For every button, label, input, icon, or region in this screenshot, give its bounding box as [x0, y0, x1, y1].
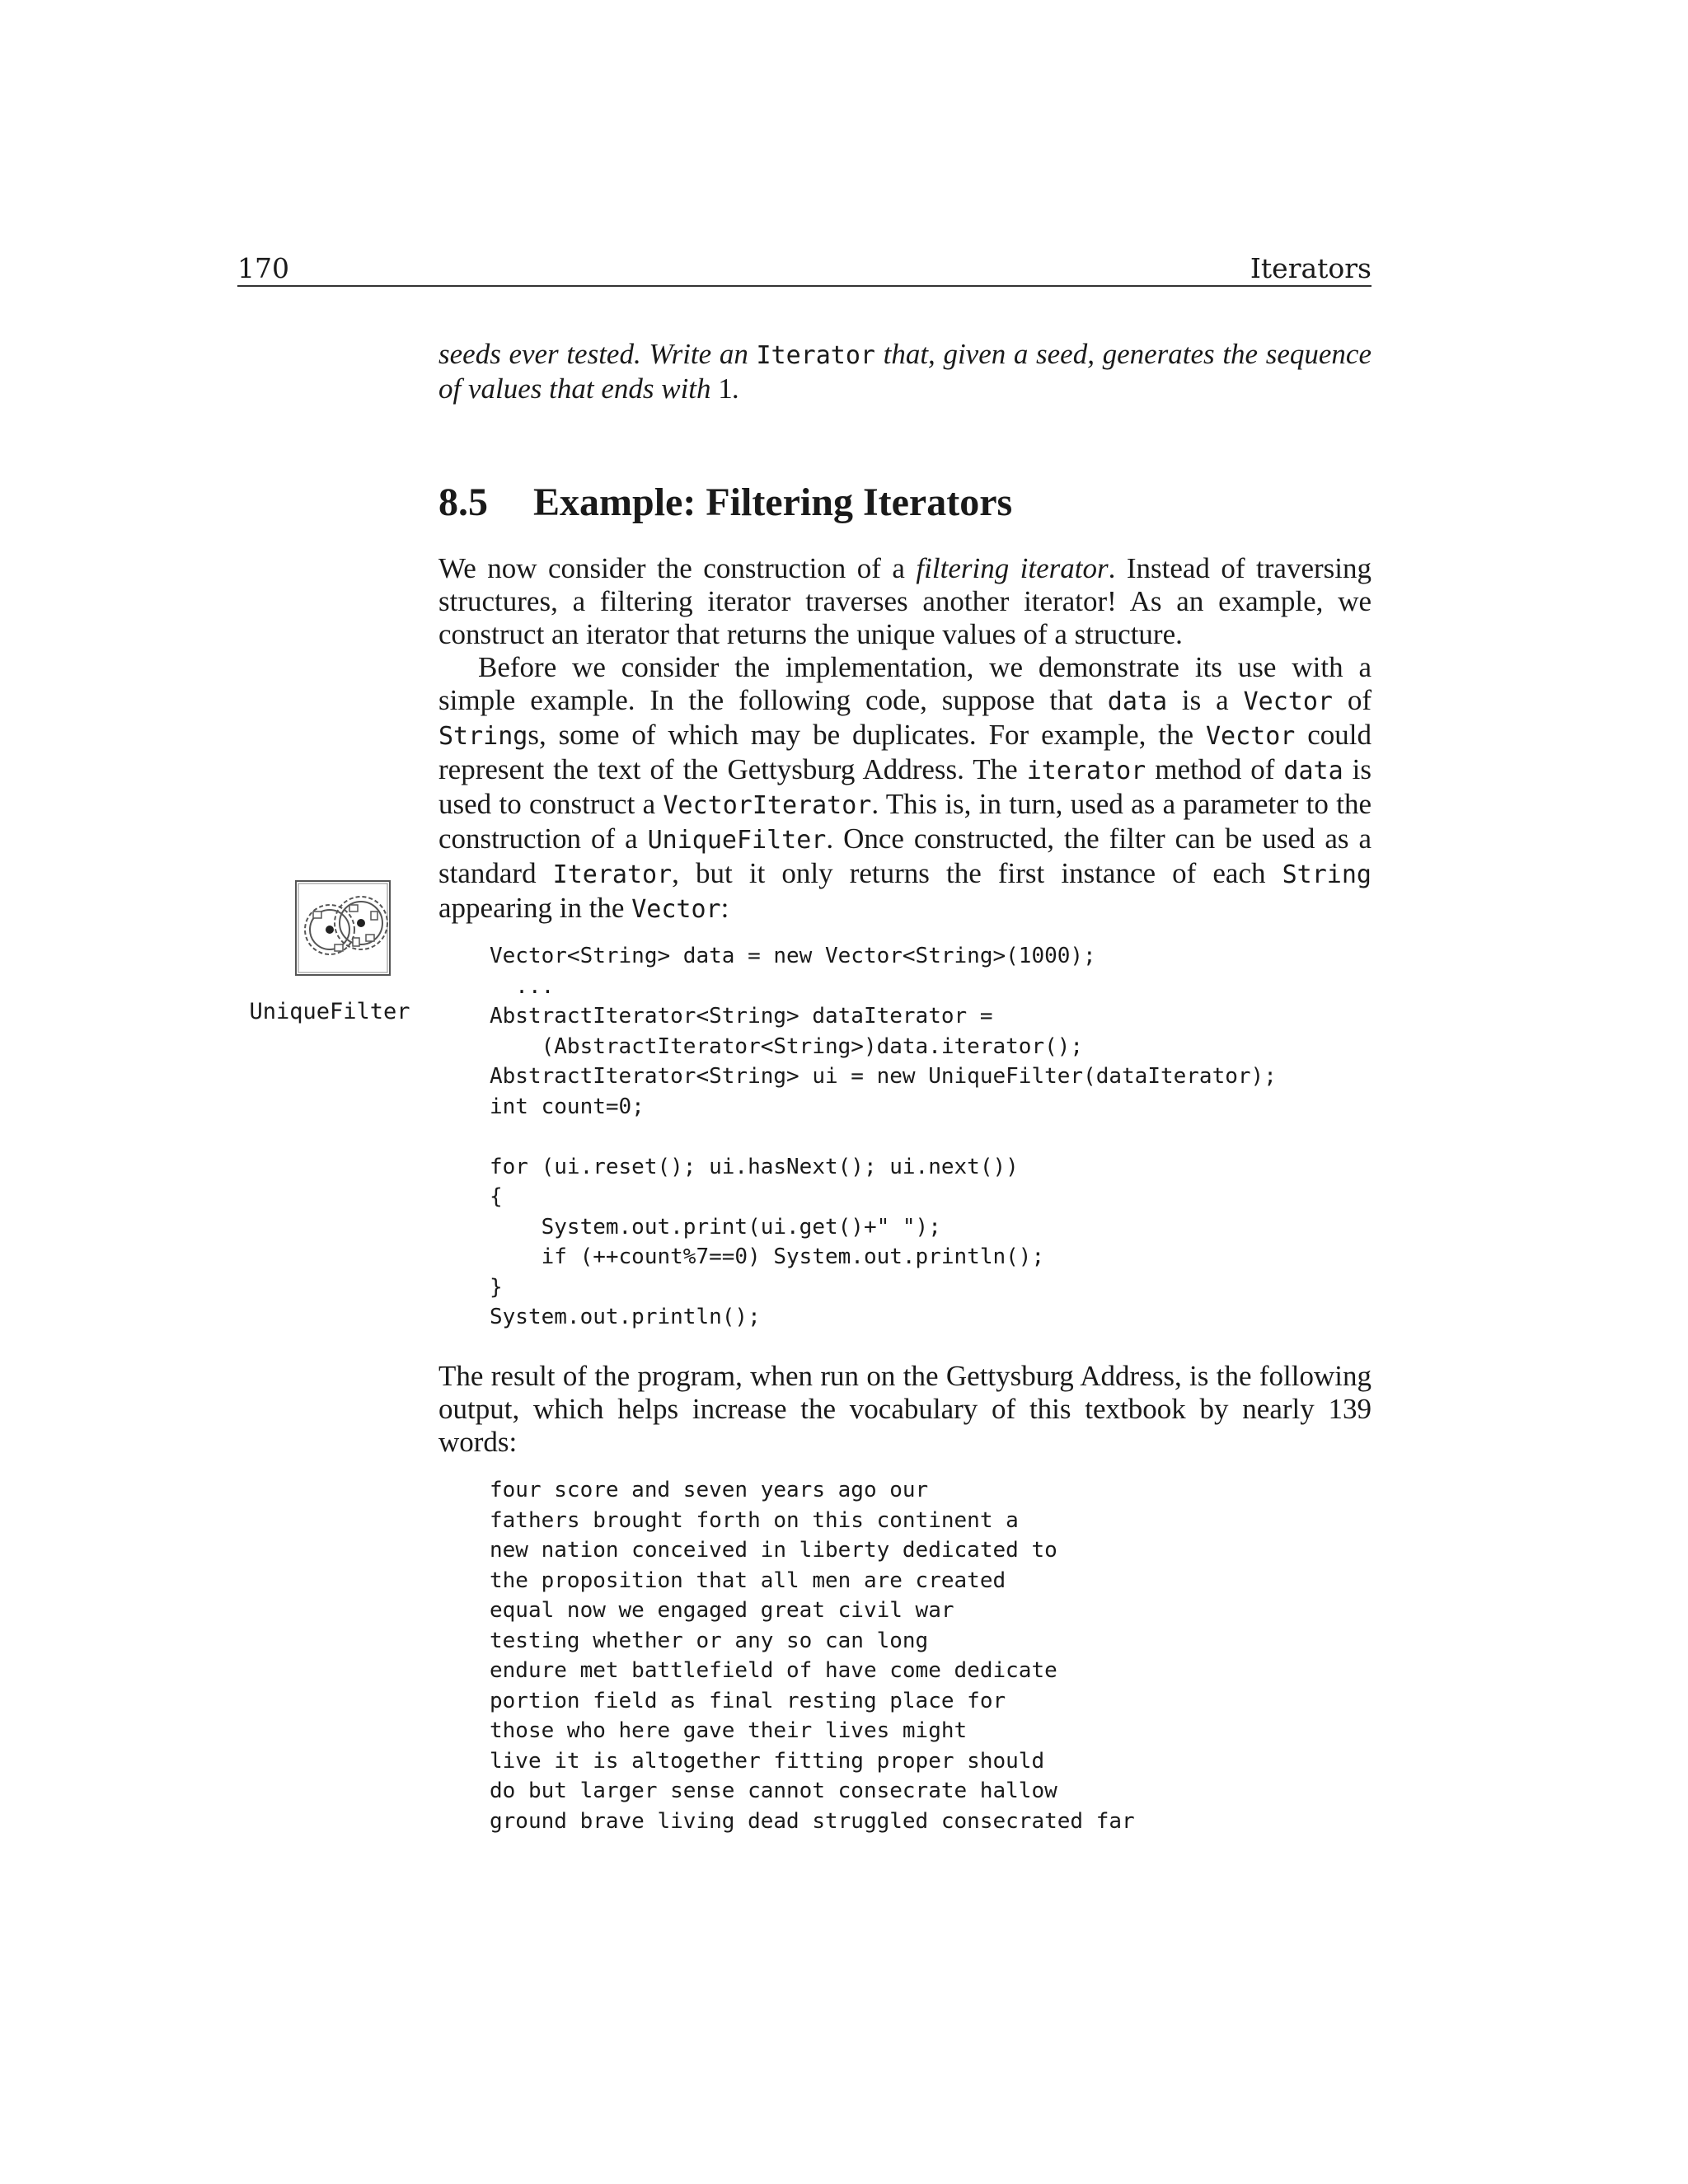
output-line: live it is altogether fitting proper should — [490, 1748, 1045, 1774]
inline-code: String — [1282, 860, 1372, 889]
text-run: appearing in the — [438, 892, 632, 924]
text-run: seeds ever tested. Write an — [438, 338, 757, 370]
text-run: is a — [1167, 684, 1244, 716]
gears-icon — [295, 880, 391, 976]
chapter-title: Iterators — [1250, 252, 1372, 284]
text-run: . — [732, 373, 740, 405]
text-run: Before we consider the implementation, we demonstrate its use with a simple example. In the following code, suppose that — [438, 651, 1372, 716]
code-line: (AbstractIterator<String>)data.iterator(); — [490, 1033, 1084, 1059]
code-line: { — [490, 1184, 503, 1209]
output-line: portion field as final resting place for — [490, 1688, 1006, 1713]
text-run: We now consider the construction of a — [438, 552, 917, 584]
paragraph-example — [438, 651, 1372, 926]
code-line: ... — [490, 973, 555, 999]
code-line: AbstractIterator<String> dataIterator = — [490, 1004, 993, 1029]
text-run: . Instead of traversing structures, a filtering iterator traverses another iterator! As an example, we construct an iterator that returns the unique values of a structure. — [438, 552, 1372, 650]
code-line: System.out.println(); — [490, 1305, 761, 1329]
output-line: the proposition that all men are created — [490, 1568, 1006, 1593]
output-line: fathers brought forth on this continent a — [490, 1507, 1019, 1533]
code-line — [490, 1122, 1277, 1152]
inline-code: Iterator — [552, 860, 673, 889]
output-line: four score and seven years ago our — [490, 1478, 929, 1502]
inline-code: iterator — [1026, 757, 1146, 785]
inline-code: String — [438, 722, 528, 751]
text-run: , but it only returns the first instance of each — [672, 857, 1282, 889]
inline-code: data — [1107, 687, 1168, 716]
inline-code: Vector — [1243, 687, 1333, 716]
code-line: AbstractIterator<String> ui = new UniqueFilter(dataIterator); — [490, 1064, 1277, 1089]
page-number: 170 — [237, 252, 289, 284]
text-run: : — [720, 892, 729, 924]
program-output — [490, 1475, 1135, 1836]
output-line: testing whether or any so can long — [490, 1628, 929, 1653]
section-heading — [438, 478, 1012, 527]
code-line: } — [490, 1274, 503, 1300]
running-header — [237, 252, 1372, 287]
paragraph-result: The result of the program, when run on the Gettysburg Address, is the following output, which helps increase the vocabulary of this textbook by nearly 139 words: — [438, 1360, 1372, 1458]
inline-code: VectorIterator — [663, 791, 872, 820]
inline-code: data — [1283, 757, 1343, 785]
paragraph-intro — [438, 552, 1372, 651]
emphasis: filtering iterator — [916, 552, 1109, 584]
code-listing — [490, 941, 1277, 1333]
output-line: ground brave living dead struggled consecrated far — [490, 1808, 1135, 1834]
exercise-continuation — [438, 338, 1372, 405]
margin-note: UniqueFilter — [249, 999, 410, 1024]
output-line: new nation conceived in liberty dedicated to — [490, 1538, 1057, 1563]
output-line: endure met battlefield of have come dedicate — [490, 1658, 1057, 1683]
code-line: for (ui.reset(); ui.hasNext(); ui.next()) — [490, 1154, 1019, 1179]
text-run: of — [1332, 684, 1372, 716]
code-line: if (++count%7==0) System.out.println(); — [490, 1244, 1045, 1269]
output-line: equal now we engaged great civil war — [490, 1598, 954, 1623]
section-title: Example: Filtering Iterators — [533, 480, 1013, 524]
text-run: method of — [1146, 753, 1284, 785]
inline-code: Vector — [1205, 722, 1296, 751]
text-run: that, given a seed, generates the sequence of values that ends with — [438, 338, 1372, 405]
inline-code: Iterator — [756, 341, 875, 370]
output-line: those who here gave their lives might — [490, 1718, 968, 1743]
text-run: . Once constructed, the filter can be used as a standard — [438, 823, 1372, 889]
text-run: is used to construct a — [438, 753, 1372, 820]
section-number: 8.5 — [438, 480, 488, 524]
output-line: do but larger sense cannot consecrate hallow — [490, 1779, 1057, 1803]
code-line: Vector<String> data = new Vector<String>(1000); — [490, 944, 1096, 968]
code-line: int count=0; — [490, 1094, 645, 1119]
text-run: could represent the text of the Gettysburg Address. The — [438, 719, 1372, 785]
code-line: System.out.print(ui.get()+" "); — [490, 1214, 941, 1240]
inline-code: Vector — [631, 895, 721, 924]
inline-number: 1 — [718, 373, 733, 405]
text-run: . This is, in turn, used as a parameter to the construction of a — [438, 788, 1372, 855]
text-run: s, some of which may be duplicates. For example, the — [528, 719, 1206, 751]
inline-code: UniqueFilter — [647, 826, 827, 855]
